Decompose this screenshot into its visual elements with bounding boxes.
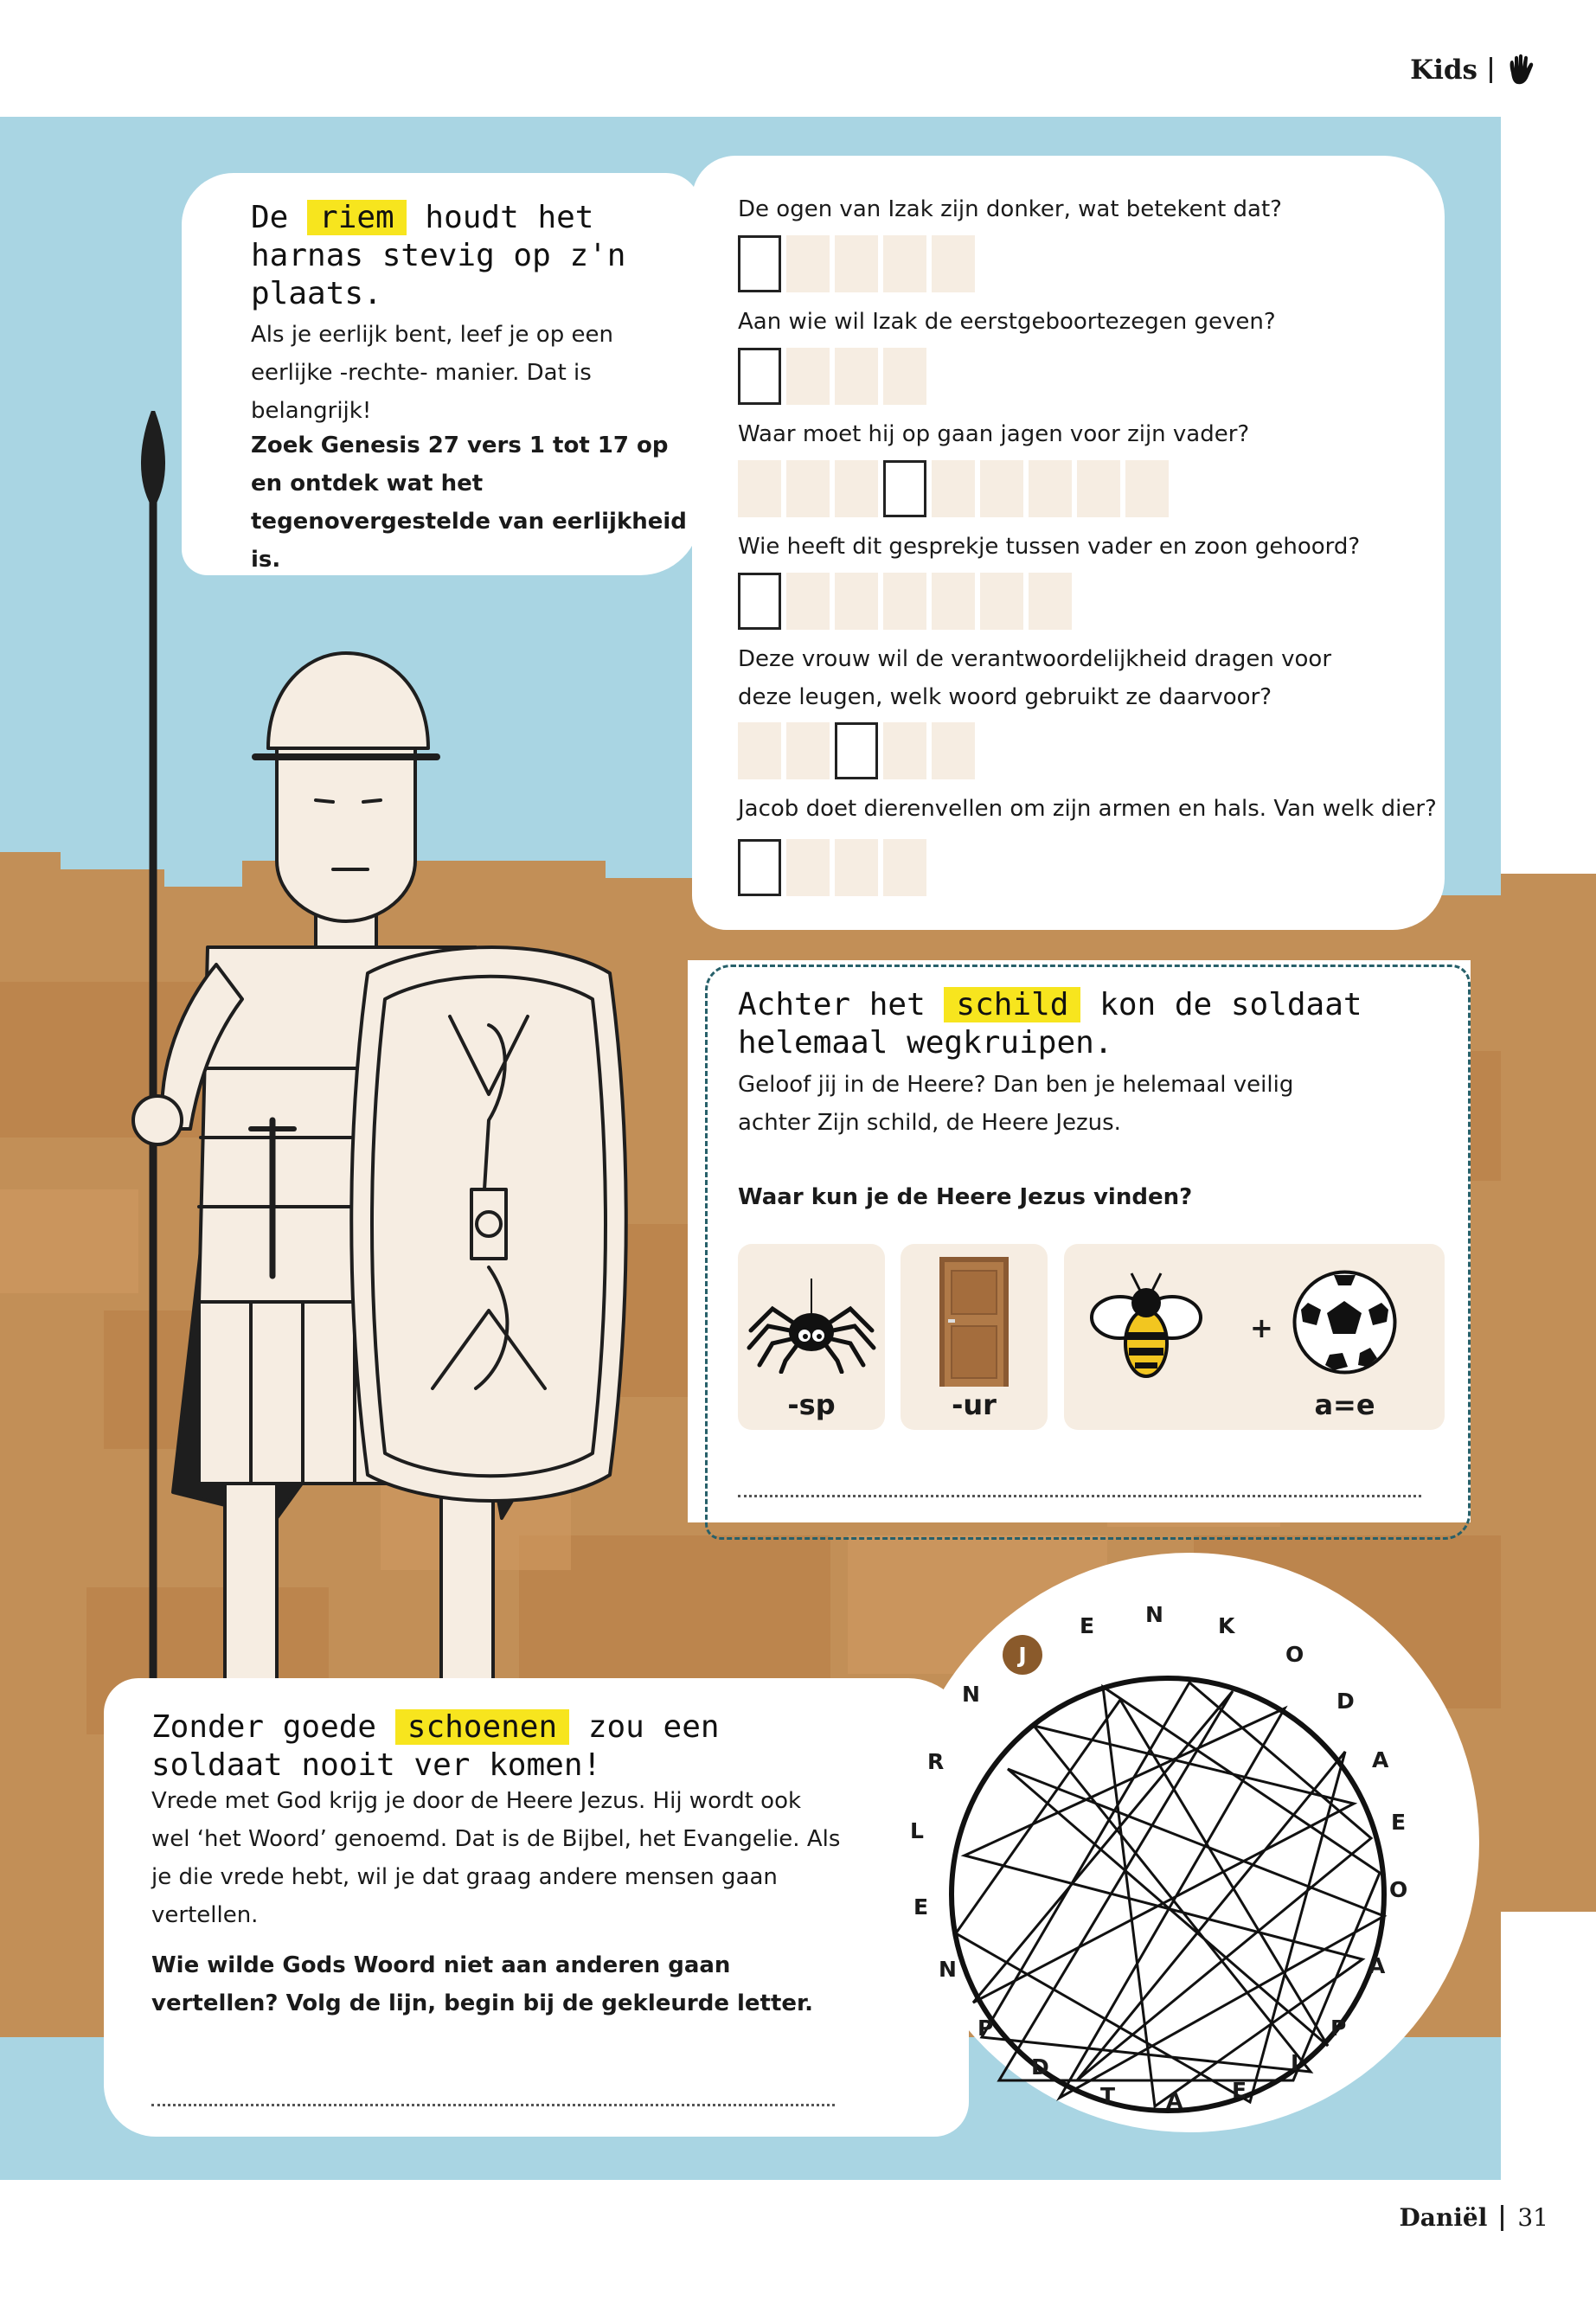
answer-box-marked[interactable]: [738, 235, 781, 292]
wheel-letter[interactable]: D: [1336, 1689, 1355, 1714]
answer-box[interactable]: [932, 722, 975, 779]
wheel-letter[interactable]: D: [1031, 2054, 1049, 2080]
quiz-question: Jacob doet dierenvellen om zijn armen en hals. Van welk dier?: [738, 796, 1437, 822]
belt-body: Als je eerlijk bent, leef je op een eerlijke -rechte- manier. Dat is belangrijk!: [251, 322, 613, 424]
wheel-letter[interactable]: E: [1391, 1810, 1407, 1835]
belt-title-highlight: riem: [307, 200, 407, 235]
plus-icon: +: [1250, 1311, 1273, 1344]
quiz-question: Aan wie wil Izak de eerstgeboortezegen geven?: [738, 309, 1276, 335]
shoes-body: Vrede met God krijg je door de Heere Jezus. Hij wordt ook wel ‘het Woord’ genoemd. Dat is de Bijbel, het Evangelie. Als je die vrede hebt, wil je dat graag andere mensen gaan vertellen.: [151, 1788, 841, 1928]
answer-box[interactable]: [932, 460, 975, 517]
answer-box[interactable]: [883, 722, 926, 779]
quiz-answer-boxes[interactable]: [738, 348, 926, 405]
answer-box[interactable]: [786, 348, 830, 405]
wheel-letter[interactable]: I: [1291, 2050, 1299, 2075]
rebus-card-door: [901, 1244, 1048, 1430]
answer-box[interactable]: [932, 573, 975, 630]
answer-box-marked[interactable]: [738, 573, 781, 630]
wheel-letter[interactable]: K: [1218, 1613, 1235, 1638]
shoes-title-highlight: schoenen: [395, 1709, 569, 1745]
shield-title: Achter het schild kon de soldaat helemaal wegkruipen.: [738, 987, 1362, 1061]
wheel-letter[interactable]: N: [1145, 1602, 1163, 1627]
answer-box[interactable]: [932, 235, 975, 292]
rebus-label: -ur: [952, 1388, 997, 1421]
section-header: [1410, 54, 1535, 87]
wheel-letter[interactable]: N: [962, 1682, 980, 1707]
shoes-title: Zonder goede schoenen zou een soldaat nooit ver komen!: [151, 1709, 720, 1783]
wheel-letter[interactable]: T: [1100, 2083, 1116, 2108]
wheel-letter[interactable]: E: [913, 1894, 929, 1920]
belt-task: Zoek Genesis 27 vers 1 tot 17 op en ontdek wat het tegenovergestelde van eerlijkheid is.: [251, 433, 687, 573]
wheel-letter[interactable]: O: [1389, 1877, 1408, 1902]
section-label: Kids: [1410, 54, 1477, 86]
answer-box[interactable]: [1077, 460, 1120, 517]
belt-title: De riem houdt het harnas stevig op z'n plaats.: [251, 200, 626, 311]
answer-box[interactable]: [883, 235, 926, 292]
answer-box[interactable]: [883, 839, 926, 896]
answer-box[interactable]: [835, 348, 878, 405]
wheel-letter[interactable]: P: [1330, 2016, 1347, 2041]
wheel-letter[interactable]: A: [1166, 2088, 1183, 2113]
page-number: 31: [1517, 2203, 1548, 2232]
quiz-question: Deze vrouw wil de verantwoordelijkheid dragen voor deze leugen, welk woord gebruikt ze daarvoor?: [738, 646, 1332, 710]
answer-box[interactable]: [883, 573, 926, 630]
rebus-card-bee-ball: [1064, 1244, 1445, 1430]
answer-box[interactable]: [786, 573, 830, 630]
answer-box[interactable]: [738, 460, 781, 517]
roman-soldier-illustration: [104, 411, 657, 1812]
shoes-panel: [104, 1678, 969, 2137]
answer-box-marked[interactable]: [883, 460, 926, 517]
quiz-answer-boxes[interactable]: [738, 573, 1072, 630]
shoes-task: Wie wilde Gods Woord niet aan anderen gaan vertellen? Volg de lijn, begin bij de gekleurde letter.: [151, 1952, 814, 2016]
footer-divider: [1501, 2205, 1503, 2231]
rebus-label: -sp: [787, 1388, 836, 1421]
answer-box[interactable]: [786, 235, 830, 292]
answer-box[interactable]: [980, 460, 1023, 517]
answer-box[interactable]: [835, 235, 878, 292]
hand-icon: [1504, 54, 1535, 87]
spider-icon: [747, 1279, 876, 1374]
rebus-card-spider: [738, 1244, 885, 1430]
quiz-answer-boxes[interactable]: [738, 460, 1169, 517]
wheel-letter[interactable]: O: [1285, 1642, 1304, 1667]
shield-answer-line[interactable]: [738, 1495, 1421, 1497]
wheel-letter[interactable]: A: [1368, 1953, 1386, 1978]
wheel-letter[interactable]: P: [977, 2016, 994, 2041]
wheel-start-letter[interactable]: J: [1003, 1635, 1042, 1675]
wheel-letter[interactable]: E: [1080, 1613, 1095, 1638]
answer-box[interactable]: [738, 722, 781, 779]
belt-panel: [182, 173, 701, 575]
quiz-question: Wie heeft dit gesprekje tussen vader en zoon gehoord?: [738, 534, 1361, 560]
quiz-question: De ogen van Izak zijn donker, wat betekent dat?: [738, 196, 1282, 222]
answer-box[interactable]: [835, 839, 878, 896]
quiz-answer-boxes[interactable]: [738, 839, 926, 896]
letter-wheel-lines: [947, 1674, 1388, 2115]
header-divider: [1490, 57, 1492, 83]
answer-box[interactable]: [786, 460, 830, 517]
answer-box-marked[interactable]: [738, 839, 781, 896]
shoes-answer-line[interactable]: [151, 2104, 835, 2106]
wheel-letter[interactable]: A: [1372, 1747, 1389, 1772]
wheel-letter[interactable]: L: [910, 1818, 924, 1843]
answer-box[interactable]: [980, 573, 1023, 630]
answer-box[interactable]: [835, 460, 878, 517]
quiz-answer-boxes[interactable]: [738, 722, 975, 779]
shield-body: Geloof jij in de Heere? Dan ben je helemaal veilig achter Zijn schild, de Heere Jezus.: [738, 1072, 1294, 1136]
answer-box[interactable]: [786, 839, 830, 896]
wall-right-edge: [1501, 874, 1596, 1912]
answer-box[interactable]: [1125, 460, 1169, 517]
quiz-question: Waar moet hij op gaan jagen voor zijn vader?: [738, 421, 1250, 447]
magazine-name: Daniël: [1399, 2203, 1488, 2232]
answer-box[interactable]: [883, 348, 926, 405]
wheel-letter[interactable]: E: [1232, 2078, 1247, 2103]
soccer-ball-icon: [1291, 1268, 1399, 1376]
quiz-answer-boxes[interactable]: [738, 235, 975, 292]
rebus-label: a=e: [1314, 1388, 1375, 1421]
bee-icon: [1090, 1270, 1202, 1391]
answer-box[interactable]: [1029, 460, 1072, 517]
answer-box[interactable]: [835, 573, 878, 630]
wheel-letter[interactable]: R: [927, 1749, 945, 1774]
wheel-letter[interactable]: N: [939, 1957, 957, 1982]
shield-task: Waar kun je de Heere Jezus vinden?: [738, 1184, 1193, 1210]
answer-box[interactable]: [1029, 573, 1072, 630]
answer-box-marked[interactable]: [835, 722, 878, 779]
answer-box-marked[interactable]: [738, 348, 781, 405]
answer-box[interactable]: [786, 722, 830, 779]
page-footer: [1399, 2203, 1548, 2232]
shield-title-highlight: schild: [944, 987, 1080, 1022]
door-icon: [939, 1257, 1009, 1387]
